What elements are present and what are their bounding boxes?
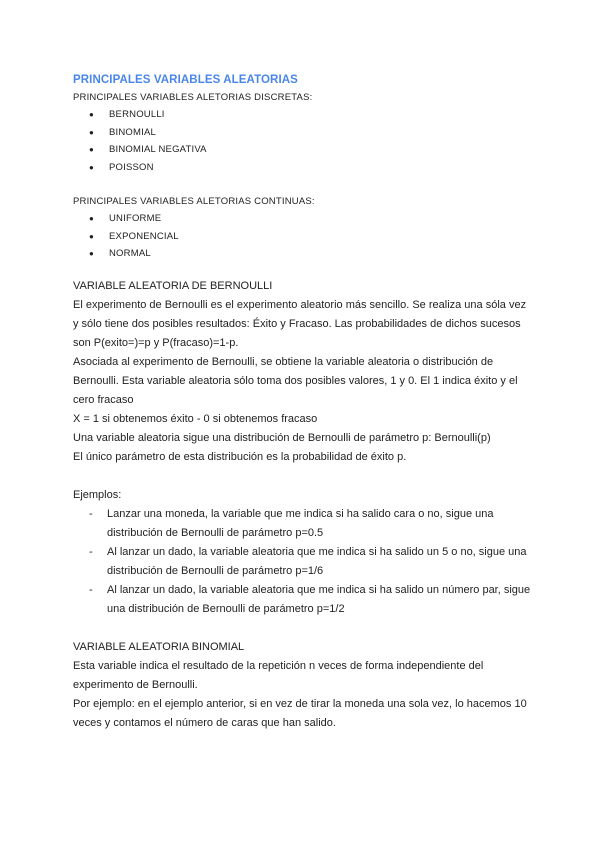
bullet-icon: ● <box>89 249 95 258</box>
continuas-list <box>73 210 533 263</box>
bullet-icon: ● <box>89 162 95 172</box>
dash-icon: - <box>89 507 93 520</box>
bullet-icon: ● <box>89 231 95 241</box>
bullet-icon: ● <box>89 214 95 223</box>
dash-icon: - <box>89 583 93 596</box>
page-title: PRINCIPALES VARIABLES ALEATORIAS <box>73 74 298 86</box>
bullet-icon: ● <box>89 145 95 154</box>
ejemplos-heading: Ejemplos: <box>73 488 122 501</box>
bernoulli-paragraph: Asociada al experimento de Bernoulli, se obtiene la variable aleatoria o distribución de Bernoulli. Esta variable aleatoria sólo toma dos posibles valores, 1 y 0. El 1 indica éxito y el cero fracaso <box>73 355 518 406</box>
binomial-paragraph: Esta variable indica el resultado de la repetición n veces de forma independiente del experimento de Bernoulli. <box>73 659 484 691</box>
list-item: ● EXPONENCIAL <box>73 228 533 246</box>
list-item: ● NORMAL <box>73 245 533 263</box>
bullet-icon: ● <box>89 127 95 137</box>
discretas-heading: PRINCIPALES VARIABLES ALETORIAS DISCRETAS: <box>73 92 313 103</box>
bernoulli-paragraph: X = 1 si obtenemos éxito - 0 si obtenemos fracaso <box>73 412 318 425</box>
list-item: - Al lanzar un dado, la variable aleatoria que me indica si ha salido un 5 o no, sigue una distribución de Bernoulli de parámetro p=1/6 <box>73 543 533 581</box>
list-item: ● POISSON <box>73 159 533 177</box>
continuas-heading: PRINCIPALES VARIABLES ALETORIAS CONTINUAS: <box>73 196 315 207</box>
list-item: ● BINOMIAL <box>73 124 533 142</box>
list-item: ● BERNOULLI <box>73 106 533 124</box>
document-page <box>73 72 533 733</box>
discretas-list <box>73 106 533 176</box>
bernoulli-paragraph: Una variable aleatoria sigue una distribución de Bernoulli de parámetro p: Bernoulli(p) <box>73 431 491 444</box>
bernoulli-paragraph: El experimento de Bernoulli es el experimento aleatorio más sencillo. Se realiza una sóla vez y sólo tiene dos posibles resultados: Éxito y Fracaso. Las probabilidades de dichos sucesos son P(exito=)=p y P(fracaso)=1-p. <box>73 298 527 349</box>
bernoulli-heading: VARIABLE ALEATORIA DE BERNOULLI <box>73 279 273 292</box>
list-item: ● BINOMIAL NEGATIVA <box>73 141 533 159</box>
list-item: - Al lanzar un dado, la variable aleatoria que me indica si ha salido un número par, sigue una distribución de Bernoulli de parámetro p=1/2 <box>73 581 533 619</box>
bullet-icon: ● <box>89 110 95 119</box>
dash-icon: - <box>89 545 93 558</box>
bernoulli-paragraph: El único parámetro de esta distribución es la probabilidad de éxito p. <box>73 450 407 463</box>
list-item: - Lanzar una moneda, la variable que me indica si ha salido cara o no, sigue una distribución de Bernoulli de parámetro p=0.5 <box>73 505 533 543</box>
list-item: ● UNIFORME <box>73 210 533 228</box>
binomial-paragraph: Por ejemplo: en el ejemplo anterior, si en vez de tirar la moneda una sola vez, lo hacemos 10 veces y contamos el número de caras que han salido. <box>73 697 527 729</box>
ejemplos-list <box>73 505 533 619</box>
binomial-heading: VARIABLE ALEATORIA BINOMIAL <box>73 640 245 653</box>
